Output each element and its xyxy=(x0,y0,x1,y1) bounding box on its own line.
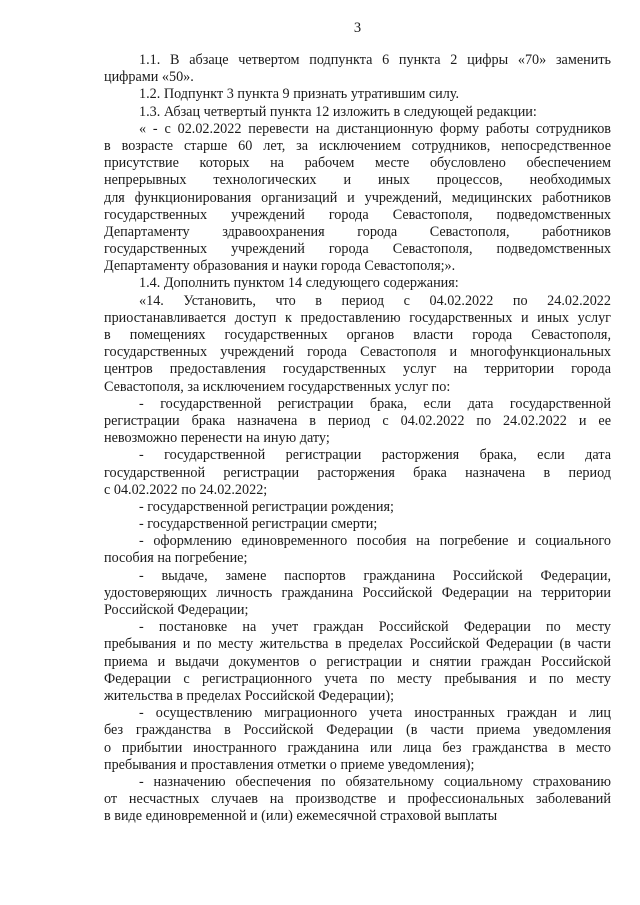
paragraph xyxy=(104,293,611,396)
document-body xyxy=(104,52,611,825)
text-line: - осуществлению миграционного учета иностранных граждан и лиц xyxy=(139,705,611,722)
paragraph xyxy=(104,275,611,292)
text-line: - государственной регистрации брака, если дата государственной xyxy=(139,395,611,412)
text-line: 1.4. Дополнить пунктом 14 следующего содержания: xyxy=(139,275,459,292)
paragraph xyxy=(104,705,611,774)
text-line: 1.1. В абзаце четвертом подпункта 6 пункта 2 цифры «70» заменить xyxy=(139,52,611,68)
text-line: - государственной регистрации рождения; xyxy=(139,498,394,515)
text-line: о прибытии иностранного гражданина или лица без гражданства в место xyxy=(104,739,611,756)
text-line: приема и выдачи документов о регистрации и снятии граждан Российской xyxy=(104,653,611,670)
paragraph xyxy=(104,774,611,826)
text-line: Департаменту здравоохранения города Севастополя, работников xyxy=(104,223,611,240)
text-line: для функционирования организаций и учреждений, медицинских работников xyxy=(104,189,611,206)
text-line: « - с 02.02.2022 перевести на дистанционную форму работы сотрудников xyxy=(139,120,611,137)
text-line: Российской Федерации; xyxy=(104,602,249,618)
text-line: 1.3. Абзац четвертый пункта 12 изложить в следующей редакции: xyxy=(139,103,537,120)
paragraph xyxy=(104,86,611,103)
text-line: без гражданства в Российской Федерации (в части приема уведомления xyxy=(104,722,611,739)
text-line: от несчастных случаев на производстве и профессиональных заболеваний xyxy=(104,791,611,808)
text-line: - назначению обеспечения по обязательному социальному страхованию xyxy=(139,773,611,790)
text-line: - государственной регистрации смерти; xyxy=(139,516,378,533)
paragraph xyxy=(104,499,611,516)
text-line: приостанавливается доступ к предоставлению государственных и иных услуг xyxy=(104,309,611,326)
document-page xyxy=(104,0,611,905)
text-line: цифрами «50». xyxy=(104,69,194,86)
text-line: удостоверяющих личность гражданина Российской Федерации на территории xyxy=(104,584,611,601)
text-line: «14. Установить, что в период с 04.02.2022 по 24.02.2022 xyxy=(139,292,611,309)
text-line: государственных учреждений города Севастополя, подведомственных xyxy=(104,206,611,223)
text-line: пребывания и проставления отметки о приеме уведомления); xyxy=(104,756,475,773)
text-line: Департаменту образования и науки города Севастополя;». xyxy=(104,258,456,275)
text-line: в возрасте старше 60 лет, за исключением сотрудников, непосредственное xyxy=(104,137,611,154)
paragraph xyxy=(104,52,611,86)
text-line: - государственной регистрации расторжения брака, если дата xyxy=(139,447,611,464)
text-line: в помещениях государственных органов власти города Севастополя, xyxy=(104,327,611,343)
text-line: - оформлению единовременного пособия на погребение и социального xyxy=(139,533,611,550)
text-line: непрерывных технологических и иных процессов, необходимых xyxy=(104,172,611,189)
text-line: присутствие которых на рабочем месте обусловлено обеспечением xyxy=(104,155,611,172)
paragraph xyxy=(104,104,611,121)
paragraph xyxy=(104,533,611,567)
text-line: Севастополя, за исключением государственных услуг по: xyxy=(104,378,451,395)
text-line: пособия на погребение; xyxy=(104,550,248,567)
paragraph xyxy=(104,516,611,533)
paragraph xyxy=(104,447,611,499)
text-line: невозможно перенести на иную дату; xyxy=(104,430,330,447)
paragraph xyxy=(104,568,611,620)
text-line: пребывания и по месту жительства в пределах Российской Федерации (в части xyxy=(104,636,611,653)
page-number: 3 xyxy=(353,20,362,36)
paragraph xyxy=(104,121,611,276)
paragraph xyxy=(104,396,611,448)
text-line: - постановке на учет граждан Российской Федерации по месту xyxy=(139,619,611,636)
text-line: государственных учреждений города Севастополя и многофункциональных xyxy=(104,344,611,361)
text-line: регистрации брака назначена в период с 04.02.2022 по 24.02.2022 и ее xyxy=(104,412,611,429)
text-line: центров предоставления государственных услуг на территории города xyxy=(104,361,611,378)
text-line: государственной регистрации расторжения брака назначена в период xyxy=(104,464,611,481)
text-line: - выдаче, замене паспортов гражданина Российской Федерации, xyxy=(139,567,611,584)
text-line: жительства в пределах Российской Федерации); xyxy=(104,687,395,704)
text-line: 1.2. Подпункт 3 пункта 9 признать утратившим силу. xyxy=(139,86,460,103)
text-line: с 04.02.2022 по 24.02.2022; xyxy=(104,481,268,498)
text-line: государственных учреждений города Севастополя, подведомственных xyxy=(104,241,611,258)
text-line: Федерации с регистрационного учета по месту пребывания и по месту xyxy=(104,670,611,687)
paragraph xyxy=(104,619,611,705)
text-line: в виде единовременной и (или) ежемесячной страховой выплаты xyxy=(104,808,498,825)
